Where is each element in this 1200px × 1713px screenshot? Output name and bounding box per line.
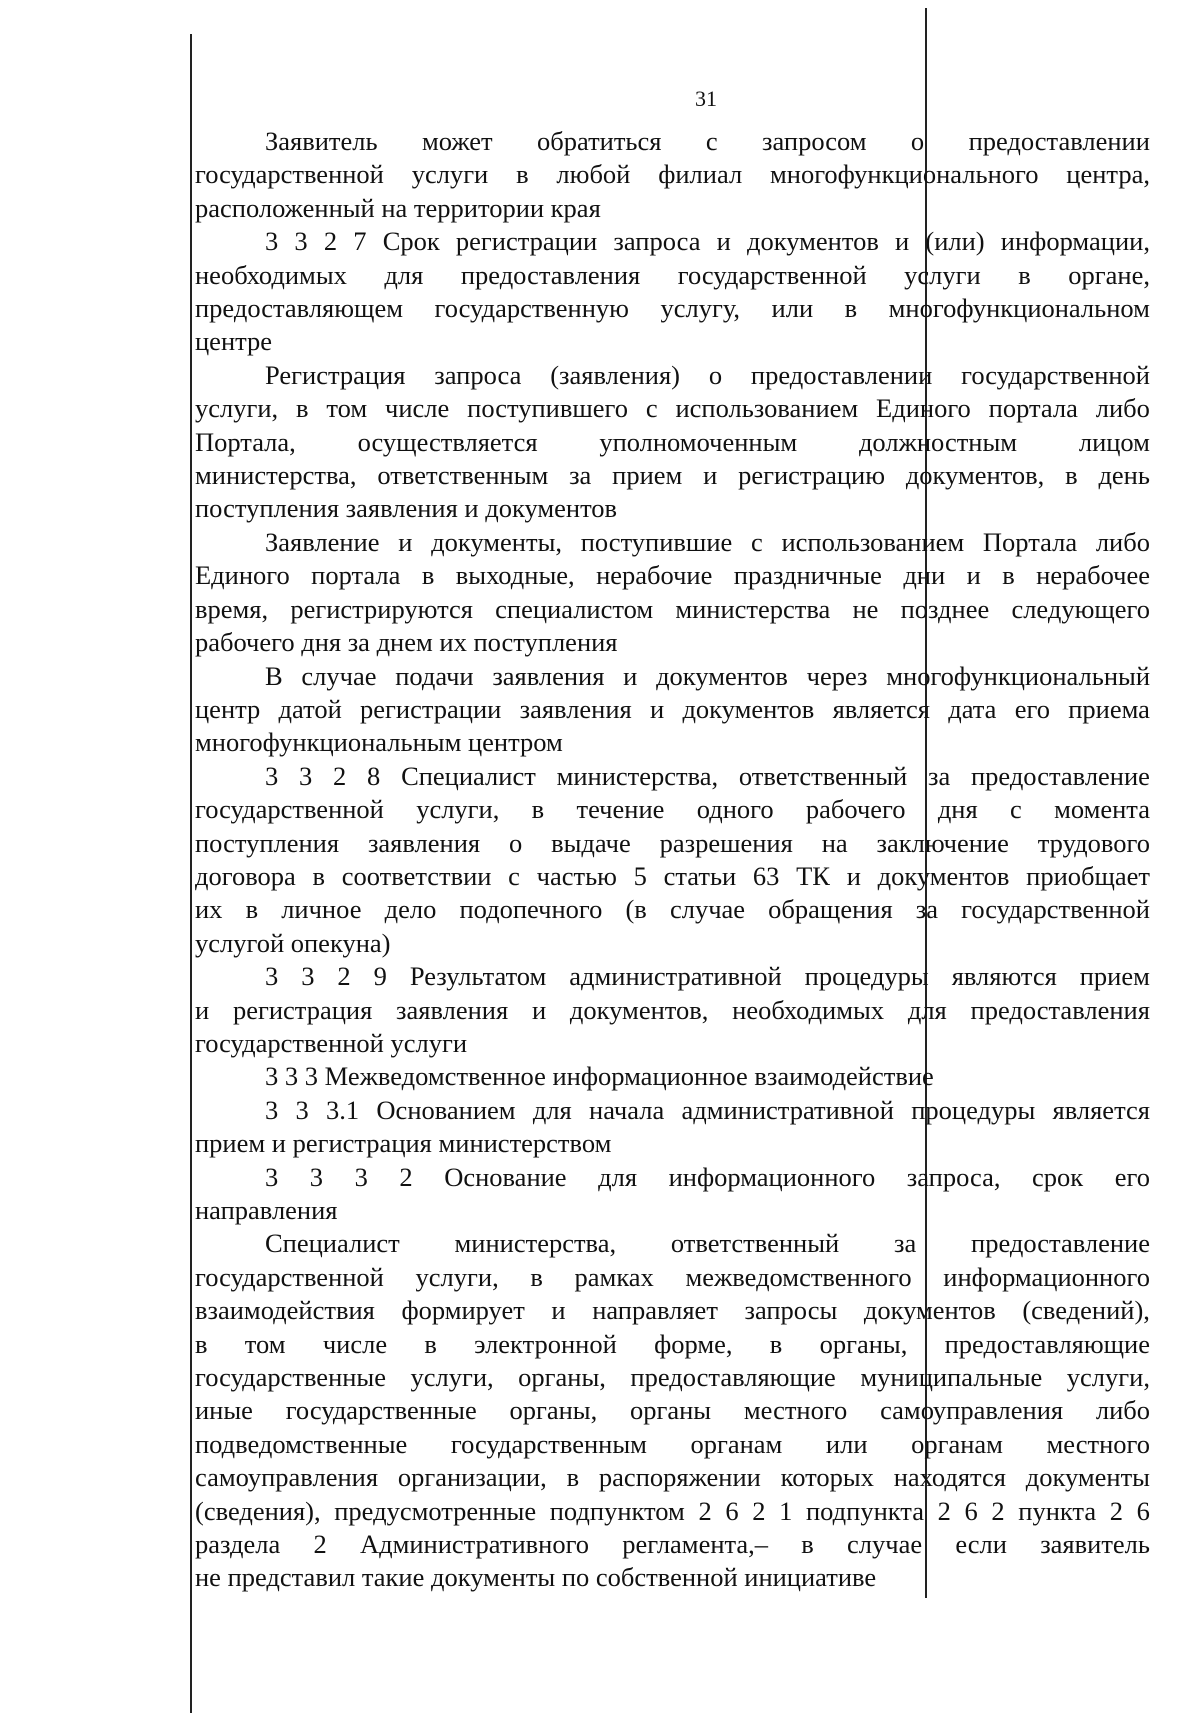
text-line: иные государственные органы, органы местного самоуправления либо: [195, 1395, 1150, 1426]
text-line: услуги, в том числе поступившего с использованием Единого портала либо: [195, 393, 1150, 424]
text-line: многофункциональным центром: [195, 727, 563, 758]
text-line: (сведения), предусмотренные подпунктом 2 6 2 1 подпункта 2 6 2 пункта 2 6: [195, 1495, 1150, 1526]
text-line: направления: [195, 1195, 338, 1225]
text-line: поступления заявления и документов: [195, 493, 618, 524]
text-line: 3 3 2 8 Специалист министерства, ответственный за предоставление: [265, 760, 1150, 791]
paragraph: [0, 960, 1150, 1060]
paragraph: [0, 760, 1150, 960]
text-line: рабочего дня за днем их поступления: [195, 627, 618, 658]
document-body: [0, 125, 1150, 1595]
text-line: Единого портала в выходные, нерабочие праздничные дни и в нерабочее: [195, 560, 1150, 591]
text-line: Портала, осуществляется уполномоченным должностным лицом: [195, 426, 1150, 457]
text-line: министерства, ответственным за прием и регистрацию документов, в день: [195, 460, 1150, 491]
text-line: Специалист министерства, ответственный за предоставление: [265, 1228, 1150, 1259]
paragraph: [0, 359, 1150, 526]
text-line: раздела 2 Административного регламента,– в случае если заявитель: [195, 1529, 1150, 1560]
text-line: услугой опекуна): [195, 927, 391, 958]
text-line: их в личное дело подопечного (в случае обращения за государственной: [195, 894, 1150, 925]
text-line: не представил такие документы по собственной инициативе: [195, 1562, 877, 1593]
text-line: центре: [195, 326, 273, 357]
text-line: подведомственные государственным органам или органам местного: [195, 1428, 1150, 1459]
text-line: поступления заявления о выдаче разрешения на заключение трудового: [195, 827, 1150, 858]
text-line: и регистрация заявления и документов, необходимых для предоставления: [195, 994, 1150, 1025]
paragraph: [0, 1227, 1150, 1594]
text-line: Регистрация запроса (заявления) о предоставлении государственной: [265, 359, 1150, 390]
text-line: 3 3 3 2 Основание для информационного запроса, срок его: [265, 1161, 1150, 1192]
text-line: предоставляющем государственную услугу, или в многофункциональном: [195, 293, 1150, 324]
text-line: 3 3 2 7 Срок регистрации запроса и документов и (или) информации,: [265, 226, 1150, 257]
text-line: 3 3 3.1 Основанием для начала административной процедуры является: [265, 1094, 1150, 1125]
paragraph: [0, 1094, 1150, 1161]
text-line: прием и регистрация министерством: [195, 1128, 612, 1159]
paragraph: [0, 1060, 1150, 1093]
text-line: государственные услуги, органы, предоставляющие муниципальные услуги,: [195, 1362, 1150, 1393]
text-line: Заявитель может обратиться с запросом о предоставлении: [265, 126, 1150, 156]
text-line: государственной услуги, в течение одного рабочего дня с момента: [195, 794, 1150, 825]
text-line: 3 3 2 9 Результатом административной процедуры являются прием: [265, 961, 1150, 992]
paragraph: [0, 660, 1150, 760]
text-line: государственной услуги в любой филиал многофункционального центра,: [195, 159, 1150, 190]
paragraph: [0, 526, 1150, 660]
text-line: в том числе в электронной форме, в органы, предоставляющие: [195, 1328, 1150, 1359]
text-line: взаимодействия формирует и направляет запросы документов (сведений),: [195, 1295, 1150, 1326]
paragraph: [0, 225, 1150, 359]
text-line: время, регистрируются специалистом министерства не позднее следующего: [195, 593, 1150, 624]
page-number: 31: [695, 86, 717, 111]
text-line: Заявление и документы, поступившие с использованием Портала либо: [265, 526, 1150, 557]
text-line: государственной услуги, в рамках межведомственного информационного: [195, 1261, 1150, 1292]
text-line: центр датой регистрации заявления и документов является дата его приема: [195, 693, 1150, 724]
paragraph: [0, 1161, 1150, 1228]
text-line: государственной услуги: [195, 1027, 468, 1058]
text-line: 3 3 3 Межведомственное информационное взаимодействие: [265, 1061, 934, 1092]
text-line: В случае подачи заявления и документов через многофункциональный: [265, 660, 1150, 691]
text-line: необходимых для предоставления государственной услуги в органе,: [195, 259, 1150, 290]
text-line: расположенный на территории края: [195, 192, 601, 223]
text-line: договора в соответствии с частью 5 статьи 63 ТК и документов приобщает: [195, 860, 1150, 891]
paragraph: [0, 125, 1150, 225]
text-line: самоуправления организации, в распоряжении которых находятся документы: [195, 1462, 1150, 1493]
